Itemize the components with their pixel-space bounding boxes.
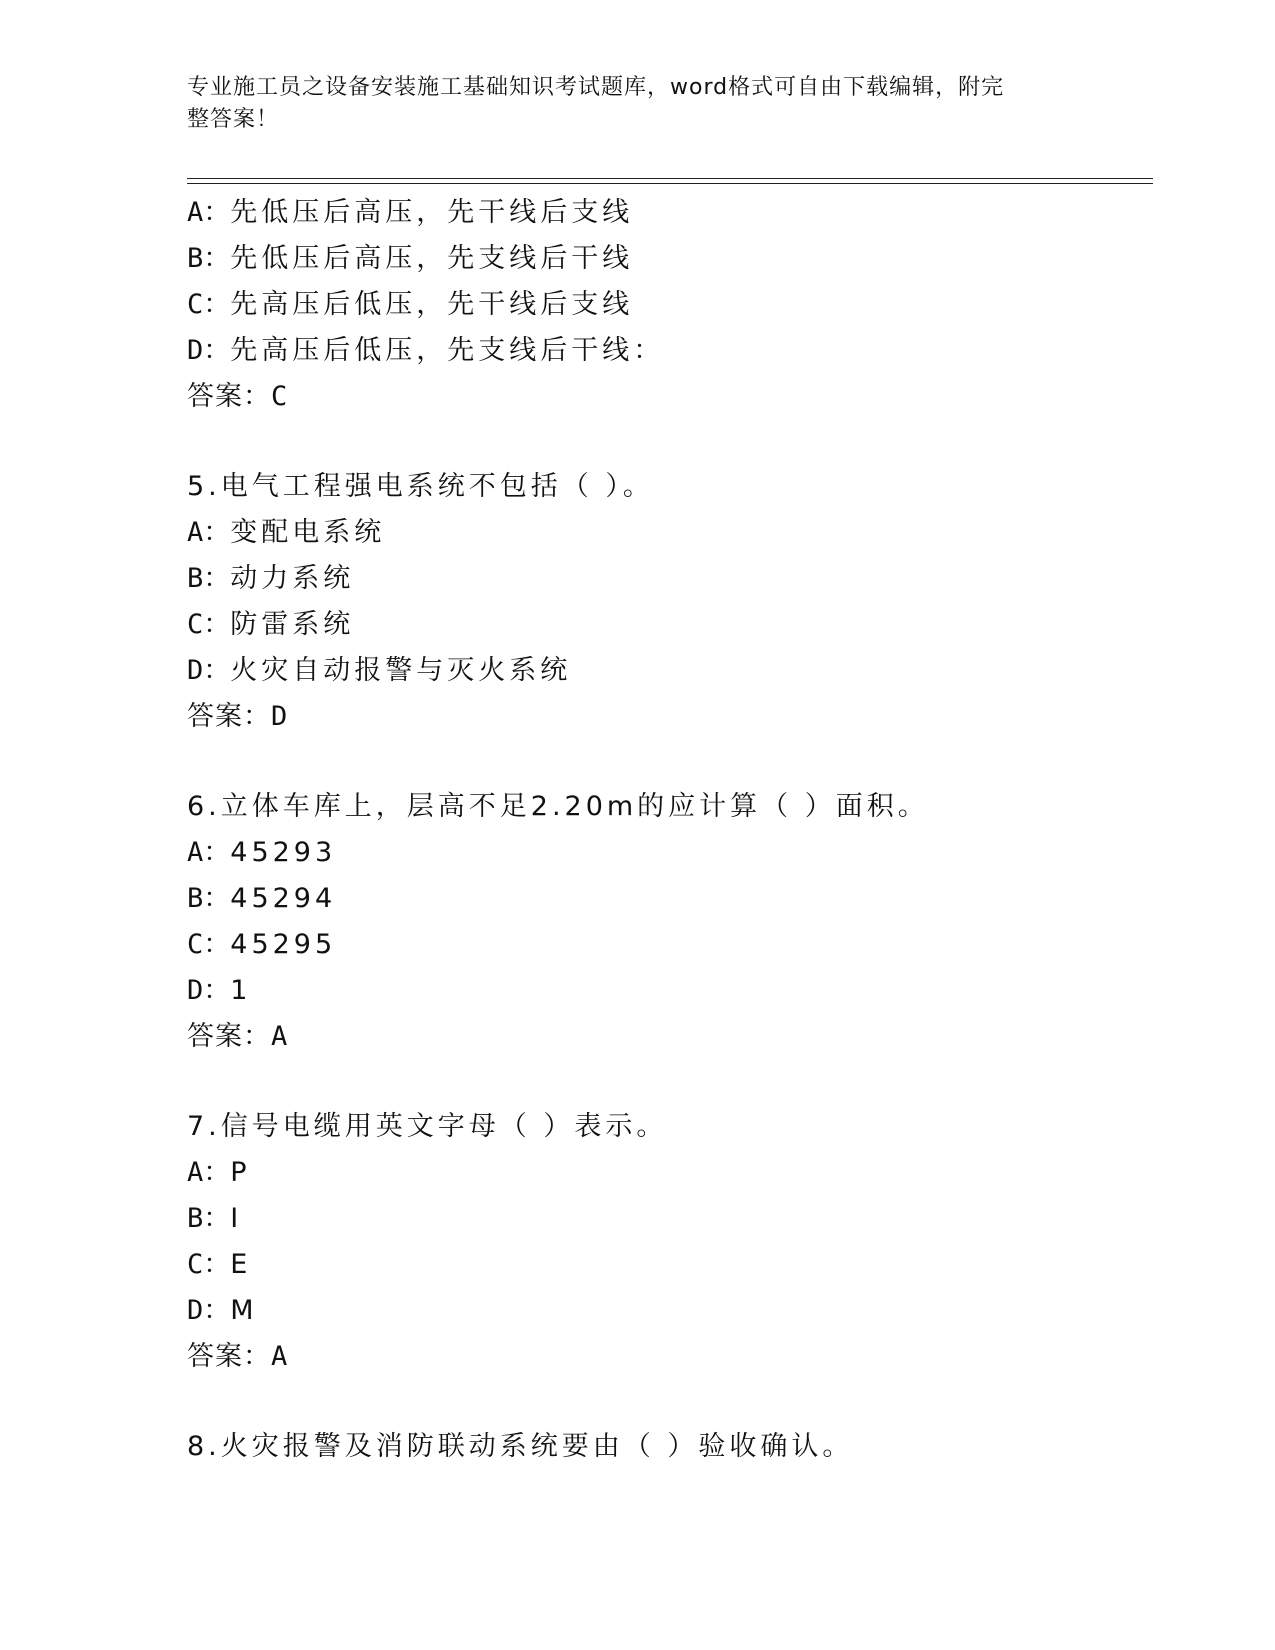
option-text: 先低压后高压，先干线后支线: [230, 197, 634, 228]
option-text: 防雷系统: [230, 609, 355, 640]
option-d: [187, 968, 1153, 1014]
question-block-7: [187, 1104, 1153, 1380]
option-b: [187, 556, 1153, 602]
option-b: [187, 236, 1153, 282]
option-text: 45295: [230, 929, 337, 960]
answer-line: [187, 374, 1153, 420]
spacer: [187, 420, 1153, 464]
option-b: [187, 1196, 1153, 1242]
answer-label: 答案：: [187, 1021, 271, 1052]
option-text: E: [230, 1249, 252, 1280]
option-d: [187, 328, 1153, 374]
option-key: D：: [187, 335, 231, 366]
answer-line: [187, 1334, 1153, 1380]
option-c: [187, 602, 1153, 648]
option-text: 变配电系统: [230, 517, 386, 548]
spacer: [187, 1060, 1153, 1104]
option-text: 1: [230, 975, 252, 1006]
option-text: 先高压后低压，先干线后支线: [230, 289, 634, 320]
option-key: A：: [187, 197, 231, 228]
option-text: 动力系统: [230, 563, 355, 594]
answer-value: A: [271, 1021, 288, 1052]
question-block-8: [187, 1424, 1153, 1470]
answer-label: 答案：: [187, 701, 271, 732]
option-d: [187, 648, 1153, 694]
option-key: D：: [187, 975, 231, 1006]
option-b: [187, 876, 1153, 922]
option-key: B：: [187, 243, 231, 274]
option-c: [187, 1242, 1153, 1288]
answer-value: D: [271, 701, 288, 732]
answer-label: 答案：: [187, 381, 271, 412]
option-key: B：: [187, 1203, 231, 1234]
question-stem: 8.火灾报警及消防联动系统要由（ ）验收确认。: [187, 1431, 854, 1462]
question-stem: 5.电气工程强电系统不包括（ ）。: [187, 471, 654, 502]
option-text: 先高压后低压，先支线后干线：: [230, 335, 665, 366]
option-text: 45294: [230, 883, 337, 914]
option-key: C：: [187, 609, 231, 640]
document-header: [187, 72, 1067, 136]
option-text: I: [230, 1203, 243, 1234]
option-text: 45293: [230, 837, 337, 868]
answer-label: 答案：: [187, 1341, 271, 1372]
answer-value: C: [271, 381, 288, 412]
option-c: [187, 282, 1153, 328]
question-stem: 7.信号电缆用英文字母（ ）表示。: [187, 1111, 668, 1142]
option-key: C：: [187, 929, 231, 960]
option-a: [187, 190, 1153, 236]
option-key: B：: [187, 883, 231, 914]
answer-line: [187, 694, 1153, 740]
answer-line: [187, 1014, 1153, 1060]
option-key: A：: [187, 837, 231, 868]
partial-question-block: [187, 190, 1153, 420]
option-a: [187, 510, 1153, 556]
header-title-line-1: 专业施工员之设备安装施工基础知识考试题库，word格式可自由下载编辑，附完: [187, 75, 1005, 100]
header-divider-bottom: [187, 183, 1153, 184]
option-text: M: [230, 1295, 258, 1326]
option-d: [187, 1288, 1153, 1334]
question-list: [187, 190, 1153, 1470]
option-key: C：: [187, 1249, 231, 1280]
question-block-5: [187, 464, 1153, 740]
option-key: B：: [187, 563, 231, 594]
option-key: C：: [187, 289, 231, 320]
question-stem: 6.立体车库上，层高不足2.20m的应计算（ ）面积。: [187, 791, 929, 822]
option-key: A：: [187, 517, 231, 548]
option-text: 先低压后高压，先支线后干线: [230, 243, 634, 274]
answer-value: A: [271, 1341, 288, 1372]
option-a: [187, 830, 1153, 876]
option-key: A：: [187, 1157, 231, 1188]
spacer: [187, 1380, 1153, 1424]
spacer: [187, 740, 1153, 784]
option-key: D：: [187, 1295, 231, 1326]
header-divider-top: [187, 178, 1153, 179]
question-block-6: [187, 784, 1153, 1060]
header-title-line-2: 整答案！: [187, 107, 280, 132]
option-a: [187, 1150, 1153, 1196]
option-text: 火灾自动报警与灭火系统: [230, 655, 572, 686]
option-text: P: [230, 1157, 251, 1188]
option-key: D：: [187, 655, 231, 686]
option-c: [187, 922, 1153, 968]
